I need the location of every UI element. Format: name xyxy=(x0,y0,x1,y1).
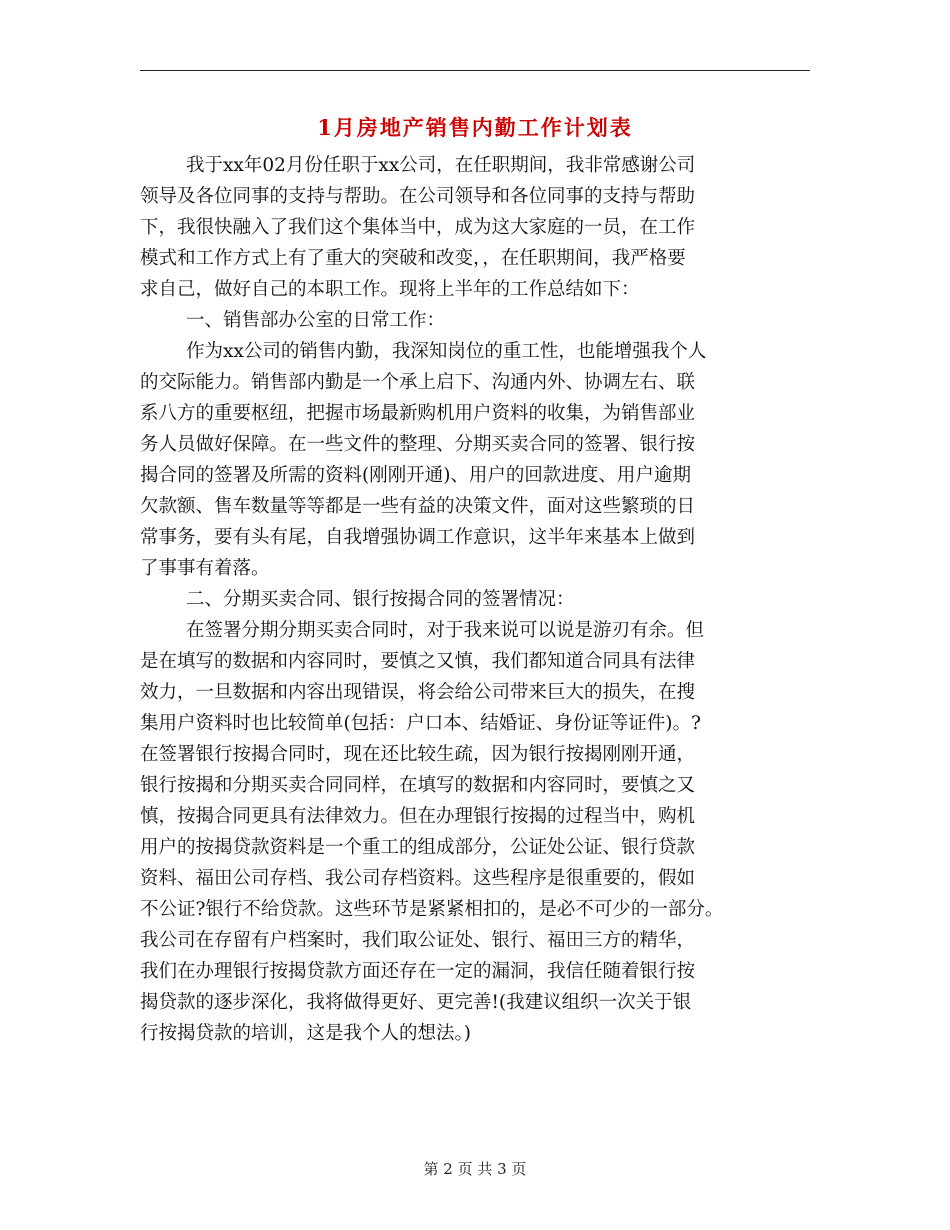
header-rule xyxy=(140,70,810,71)
text-line: 我公司在存留有户档案时，我们取公证处、银行、福田三方的精华， xyxy=(140,930,696,951)
page-footer: 第 2 页 共 3 页 xyxy=(423,1160,527,1178)
text-line: 务人员做好保障。在一些文件的整理、分期买卖合同的签署、银行按 xyxy=(140,434,696,455)
text-line: 求自己，做好自己的本职工作。现将上半年的工作总结如下： xyxy=(140,279,640,300)
text-line: 模式和工作方式上有了重大的突破和改变，，在任职期间，我严格要 xyxy=(140,248,686,269)
text-line: 慎，按揭合同更具有法律效力。但在办理银行按揭的过程当中，购机 xyxy=(140,806,696,827)
text-line: 用户的按揭贷款资料是一个重工的组成部分，公证处公证、银行贷款 xyxy=(140,837,696,858)
text-line: 是在填写的数据和内容同时，要慎之又慎，我们都知道合同具有法律 xyxy=(140,651,696,672)
text-line: 一、销售部办公室的日常工作： xyxy=(186,310,446,331)
text-line: 行按揭贷款的培训，这是我个人的想法。) xyxy=(140,1023,471,1044)
text-line: 不公证?银行不给贷款。这些环节是紧紧相扣的，是必不可少的一部分。 xyxy=(140,899,724,920)
text-line: 集用户资料时也比较简单(包括：户口本、结婚证、身份证等证件)。? xyxy=(140,713,701,734)
text-line: 我于xx年02月份任职于xx公司，在任职期间，我非常感谢公司 xyxy=(186,155,696,176)
text-line: 我们在办理银行按揭贷款方面还存在一定的漏洞，我信任随着银行按 xyxy=(140,961,696,982)
text-line: 常事务，要有头有尾，自我增强协调工作意识，这半年来基本上做到 xyxy=(140,527,696,548)
text-line: 的交际能力。销售部内勤是一个承上启下、沟通内外、协调左右、联 xyxy=(140,372,696,393)
text-line: 资料、福田公司存档、我公司存档资料。这些程序是很重要的，假如 xyxy=(140,868,696,889)
text-line: 效力，一旦数据和内容出现错误，将会给公司带来巨大的损失，在搜 xyxy=(140,682,696,703)
text-line: 系八方的重要枢纽，把握市场最新购机用户资料的收集，为销售部业 xyxy=(140,403,696,424)
text-line: 在签署分期分期买卖合同时，对于我来说可以说是游刃有余。但 xyxy=(186,620,705,641)
text-line: 领导及各位同事的支持与帮助。在公司领导和各位同事的支持与帮助 xyxy=(140,186,696,207)
text-line: 在签署银行按揭合同时，现在还比较生疏，因为银行按揭刚刚开通， xyxy=(140,744,696,765)
text-line: 作为xx公司的销售内勤，我深知岗位的重工性，也能增强我个人 xyxy=(186,341,707,362)
text-line: 揭合同的签署及所需的资料(刚刚开通)、用户的回款进度、用户逾期 xyxy=(140,465,691,486)
text-line: 欠款额、售车数量等等都是一些有益的决策文件，面对这些繁琐的日 xyxy=(140,496,696,517)
text-line: 了事事有着落。 xyxy=(140,558,270,579)
text-line: 二、分期买卖合同、银行按揭合同的签署情况： xyxy=(186,589,575,610)
document-title: 1月房地产销售内勤工作计划表 xyxy=(317,115,633,140)
text-line: 揭贷款的逐步深化，我将做得更好、更完善!(我建议组织一次关于银 xyxy=(140,992,692,1013)
text-line: 银行按揭和分期买卖合同同样，在填写的数据和内容同时，要慎之又 xyxy=(140,775,696,796)
document-body xyxy=(140,150,810,1049)
text-line: 下，我很快融入了我们这个集体当中，成为这大家庭的一员，在工作 xyxy=(140,217,696,238)
